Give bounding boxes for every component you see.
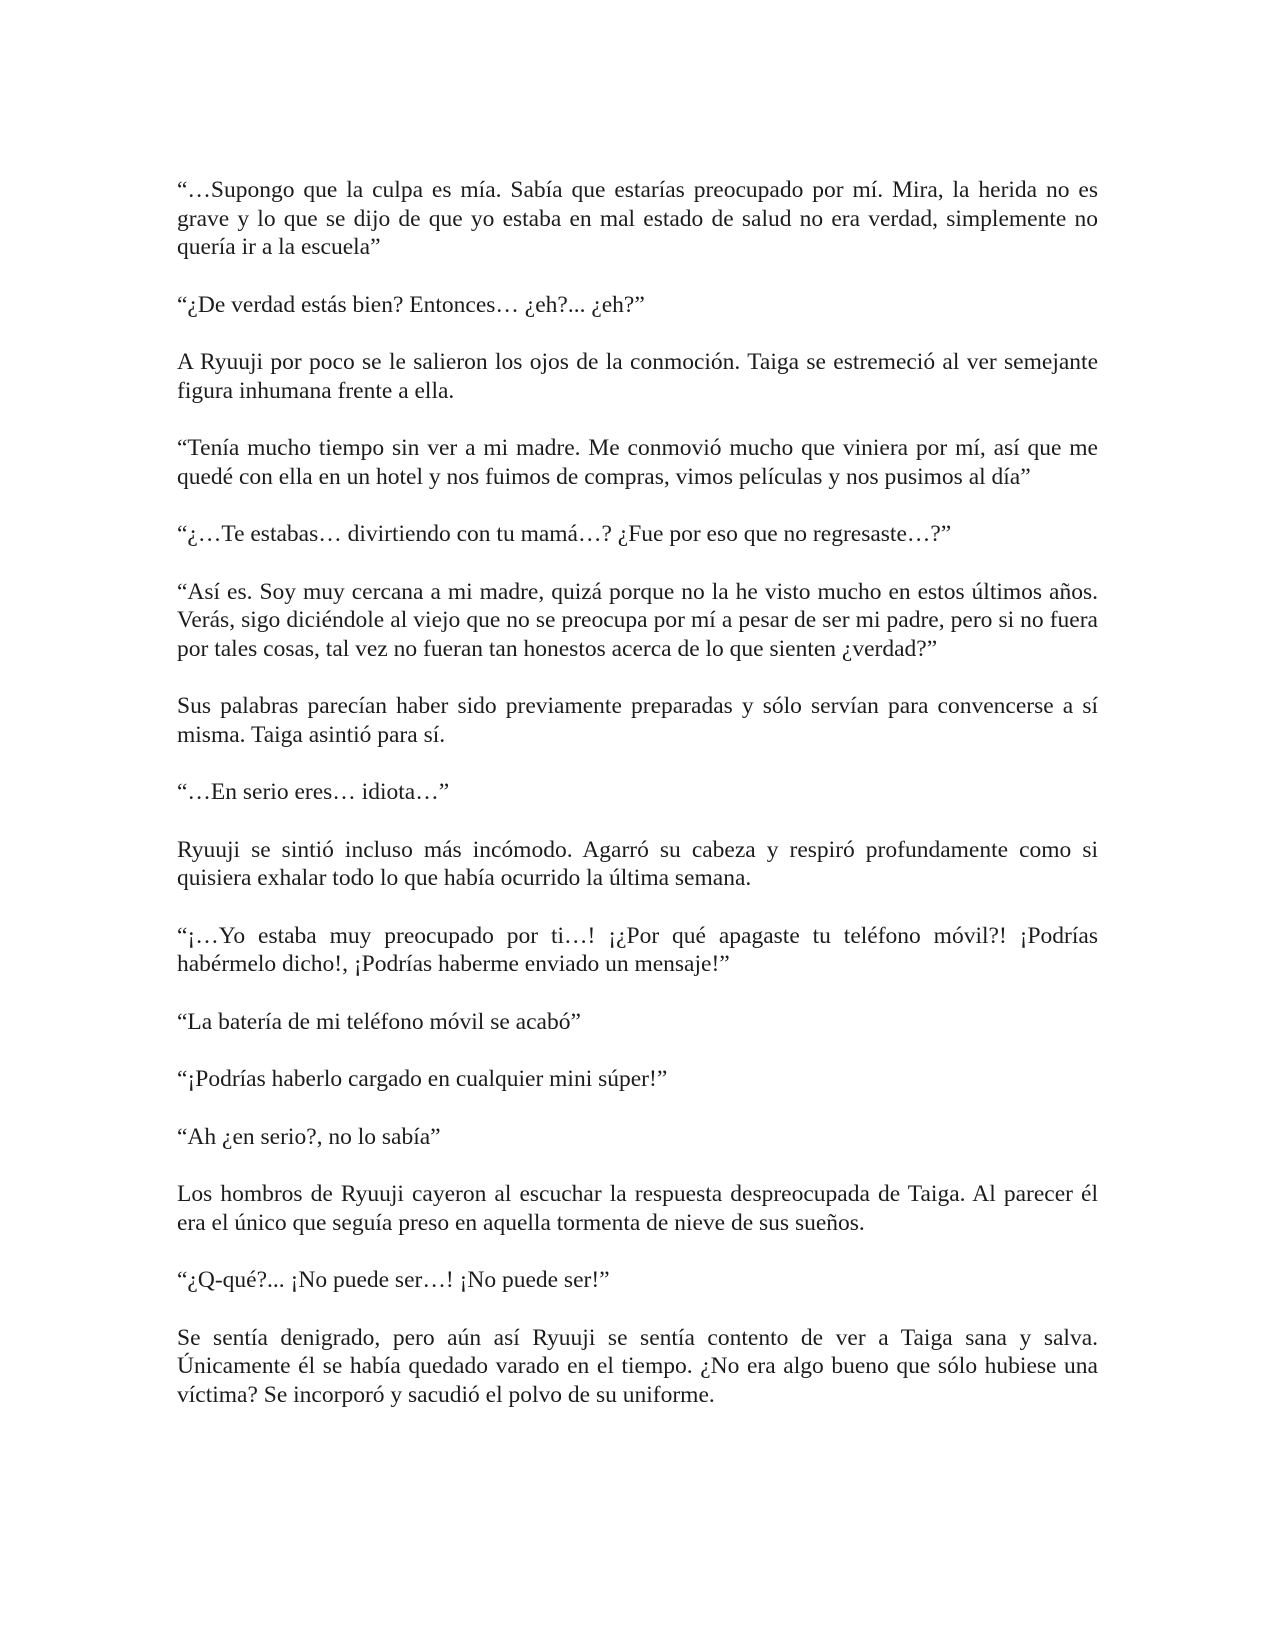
document-page	[177, 176, 1098, 1438]
paragraph-4: “Tenía mucho tiempo sin ver a mi madre. Me conmovió mucho que viniera por mí, así que me quedé con ella en un hotel y nos fuimos de compras, vimos películas y nos pusimos al día”	[177, 435, 1098, 490]
paragraph-6: “Así es. Soy muy cercana a mi madre, quizá porque no la he visto mucho en estos últimos años. Verás, sigo diciéndole al viejo que no se preocupa por mí a pesar de ser mi padre, pero si no fuera por tales cosas, tal vez no fueran tan honestos acerca de lo que sienten ¿verdad?”	[177, 578, 1098, 662]
paragraph-2: “¿De verdad estás bien? Entonces… ¿eh?... ¿eh?”	[177, 291, 645, 318]
paragraph-1: “…Supongo que la culpa es mía. Sabía que estarías preocupado por mí. Mira, la herida no es grave y lo que se dijo de que yo estaba en mal estado de salud no era verdad, simplemente no quería ir a la escuela”	[177, 177, 1098, 260]
paragraph-16: Se sentía denigrado, pero aún así Ryuuji se sentía contento de ver a Taiga sana y salva. Únicamente él se había quedado varado en el tiempo. ¿No era algo bueno que sólo hubiese una víctima? Se incorporó y sacudió el polvo de su uniforme.	[177, 1324, 1098, 1408]
paragraph-8: “…En serio eres… idiota…”	[177, 779, 450, 805]
paragraph-10: “¡…Yo estaba muy preocupado por ti…! ¡¿Por qué apagaste tu teléfono móvil?! ¡Podrías habérmelo dicho!, ¡Podrías haberme enviado un mensaje!”	[177, 922, 1098, 977]
paragraph-12: “¡Podrías haberlo cargado en cualquier mini súper!”	[177, 1066, 668, 1092]
paragraph-11: “La batería de mi teléfono móvil se acabó”	[177, 1008, 581, 1035]
paragraph-14: Los hombros de Ryuuji cayeron al escuchar la respuesta despreocupada de Taiga. Al parecer él era el único que seguía preso en aquella tormenta de nieve de sus sueños.	[177, 1181, 1098, 1236]
paragraph-5: “¿…Te estabas… divirtiendo con tu mamá…? ¿Fue por eso que no regresaste…?”	[177, 521, 952, 547]
paragraph-9: Ryuuji se sintió incluso más incómodo. Agarró su cabeza y respiró profundamente como si quisiera exhalar todo lo que había ocurrido la última semana.	[177, 836, 1098, 891]
paragraph-13: “Ah ¿en serio?, no lo sabía”	[177, 1123, 441, 1150]
paragraph-3: A Ryuuji por poco se le salieron los ojos de la conmoción. Taiga se estremeció al ver semejante figura inhumana frente a ella.	[177, 349, 1098, 404]
paragraph-15: “¿Q-qué?... ¡No puede ser…! ¡No puede ser!”	[177, 1267, 610, 1293]
paragraph-7: Sus palabras parecían haber sido previamente preparadas y sólo servían para convencerse a sí misma. Taiga asintió para sí.	[177, 693, 1098, 748]
